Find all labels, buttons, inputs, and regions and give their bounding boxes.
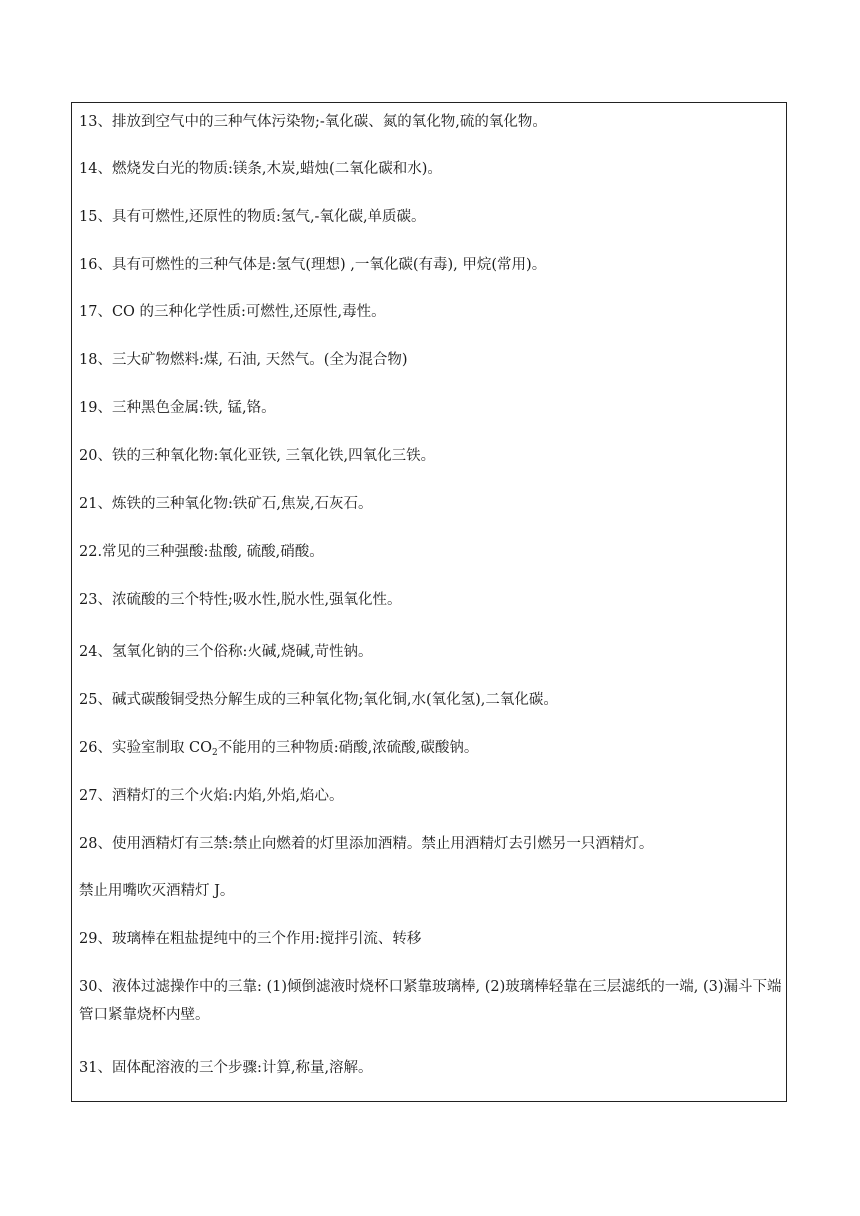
item-14: 14、燃烧发白光的物质:镁条,木炭,蜡烛(二氧化碳和水)。 bbox=[79, 161, 442, 177]
item-26-subscript: 2 bbox=[212, 748, 218, 758]
item-29: 29、玻璃棒在粗盐提纯中的三个作用:搅拌引流、转移 bbox=[79, 931, 422, 947]
item-28-continued: 禁止用嘴吹灭酒精灯 J。 bbox=[79, 883, 235, 899]
item-15: 15、具有可燃性,还原性的物质:氢气,-氧化碳,单质碳。 bbox=[79, 209, 426, 225]
item-20: 20、铁的三种氧化物:氧化亚铁, 三氧化铁,四氧化三铁。 bbox=[79, 448, 436, 464]
item-17: 17、CO 的三种化学性质:可燃性,还原性,毒性。 bbox=[79, 304, 386, 320]
item-26 bbox=[79, 734, 784, 767]
item-31: 31、固体配溶液的三个步骤:计算,称量,溶解。 bbox=[79, 1060, 373, 1076]
item-18: 18、三大矿物燃料:煤, 石油, 天然气。(全为混合物) bbox=[79, 352, 408, 368]
item-26-pre: 26、实验室制取 CO bbox=[79, 740, 213, 756]
item-21: 21、炼铁的三种氧化物:铁矿石,焦炭,石灰石。 bbox=[79, 496, 373, 512]
item-16: 16、具有可燃性的三种气体是:氢气(理想) ,一氧化碳(有毒), 甲烷(常用)。 bbox=[79, 257, 547, 273]
item-27: 27、酒精灯的三个火焰:内焰,外焰,焰心。 bbox=[79, 788, 344, 804]
item-30: 30、液体过滤操作中的三靠: (1)倾倒滤液时烧杯口紧靠玻璃棒, (2)玻璃棒轻靠在三层滤纸的一端, (3)漏斗下端管口紧靠烧杯内壁。 bbox=[79, 979, 782, 1023]
item-28: 28、使用酒精灯有三禁:禁止向燃着的灯里添加酒精。禁止用酒精灯去引燃另一只酒精灯。 bbox=[79, 836, 654, 852]
item-23: 23、浓硫酸的三个特性;吸水性,脱水性,强氧化性。 bbox=[79, 592, 402, 608]
item-26-post: 不能用的三种物质:硝酸,浓硫酸,碳酸钠。 bbox=[217, 740, 479, 756]
item-22: 22.常见的三种强酸:盐酸, 硫酸,硝酸。 bbox=[79, 544, 324, 560]
item-13: 13、排放到空气中的三种气体污染物;-氧化碳、氮的氧化物,硫的氧化物。 bbox=[79, 114, 547, 130]
item-25: 25、碱式碳酸铜受热分解生成的三种氧化物;氧化铜,水(氧化氢),二氧化碳。 bbox=[79, 692, 558, 708]
item-24: 24、氢氧化钠的三个俗称:火碱,烧碱,苛性钠。 bbox=[79, 644, 373, 660]
item-19: 19、三种黑色金属:铁, 锰,铬。 bbox=[79, 400, 276, 416]
